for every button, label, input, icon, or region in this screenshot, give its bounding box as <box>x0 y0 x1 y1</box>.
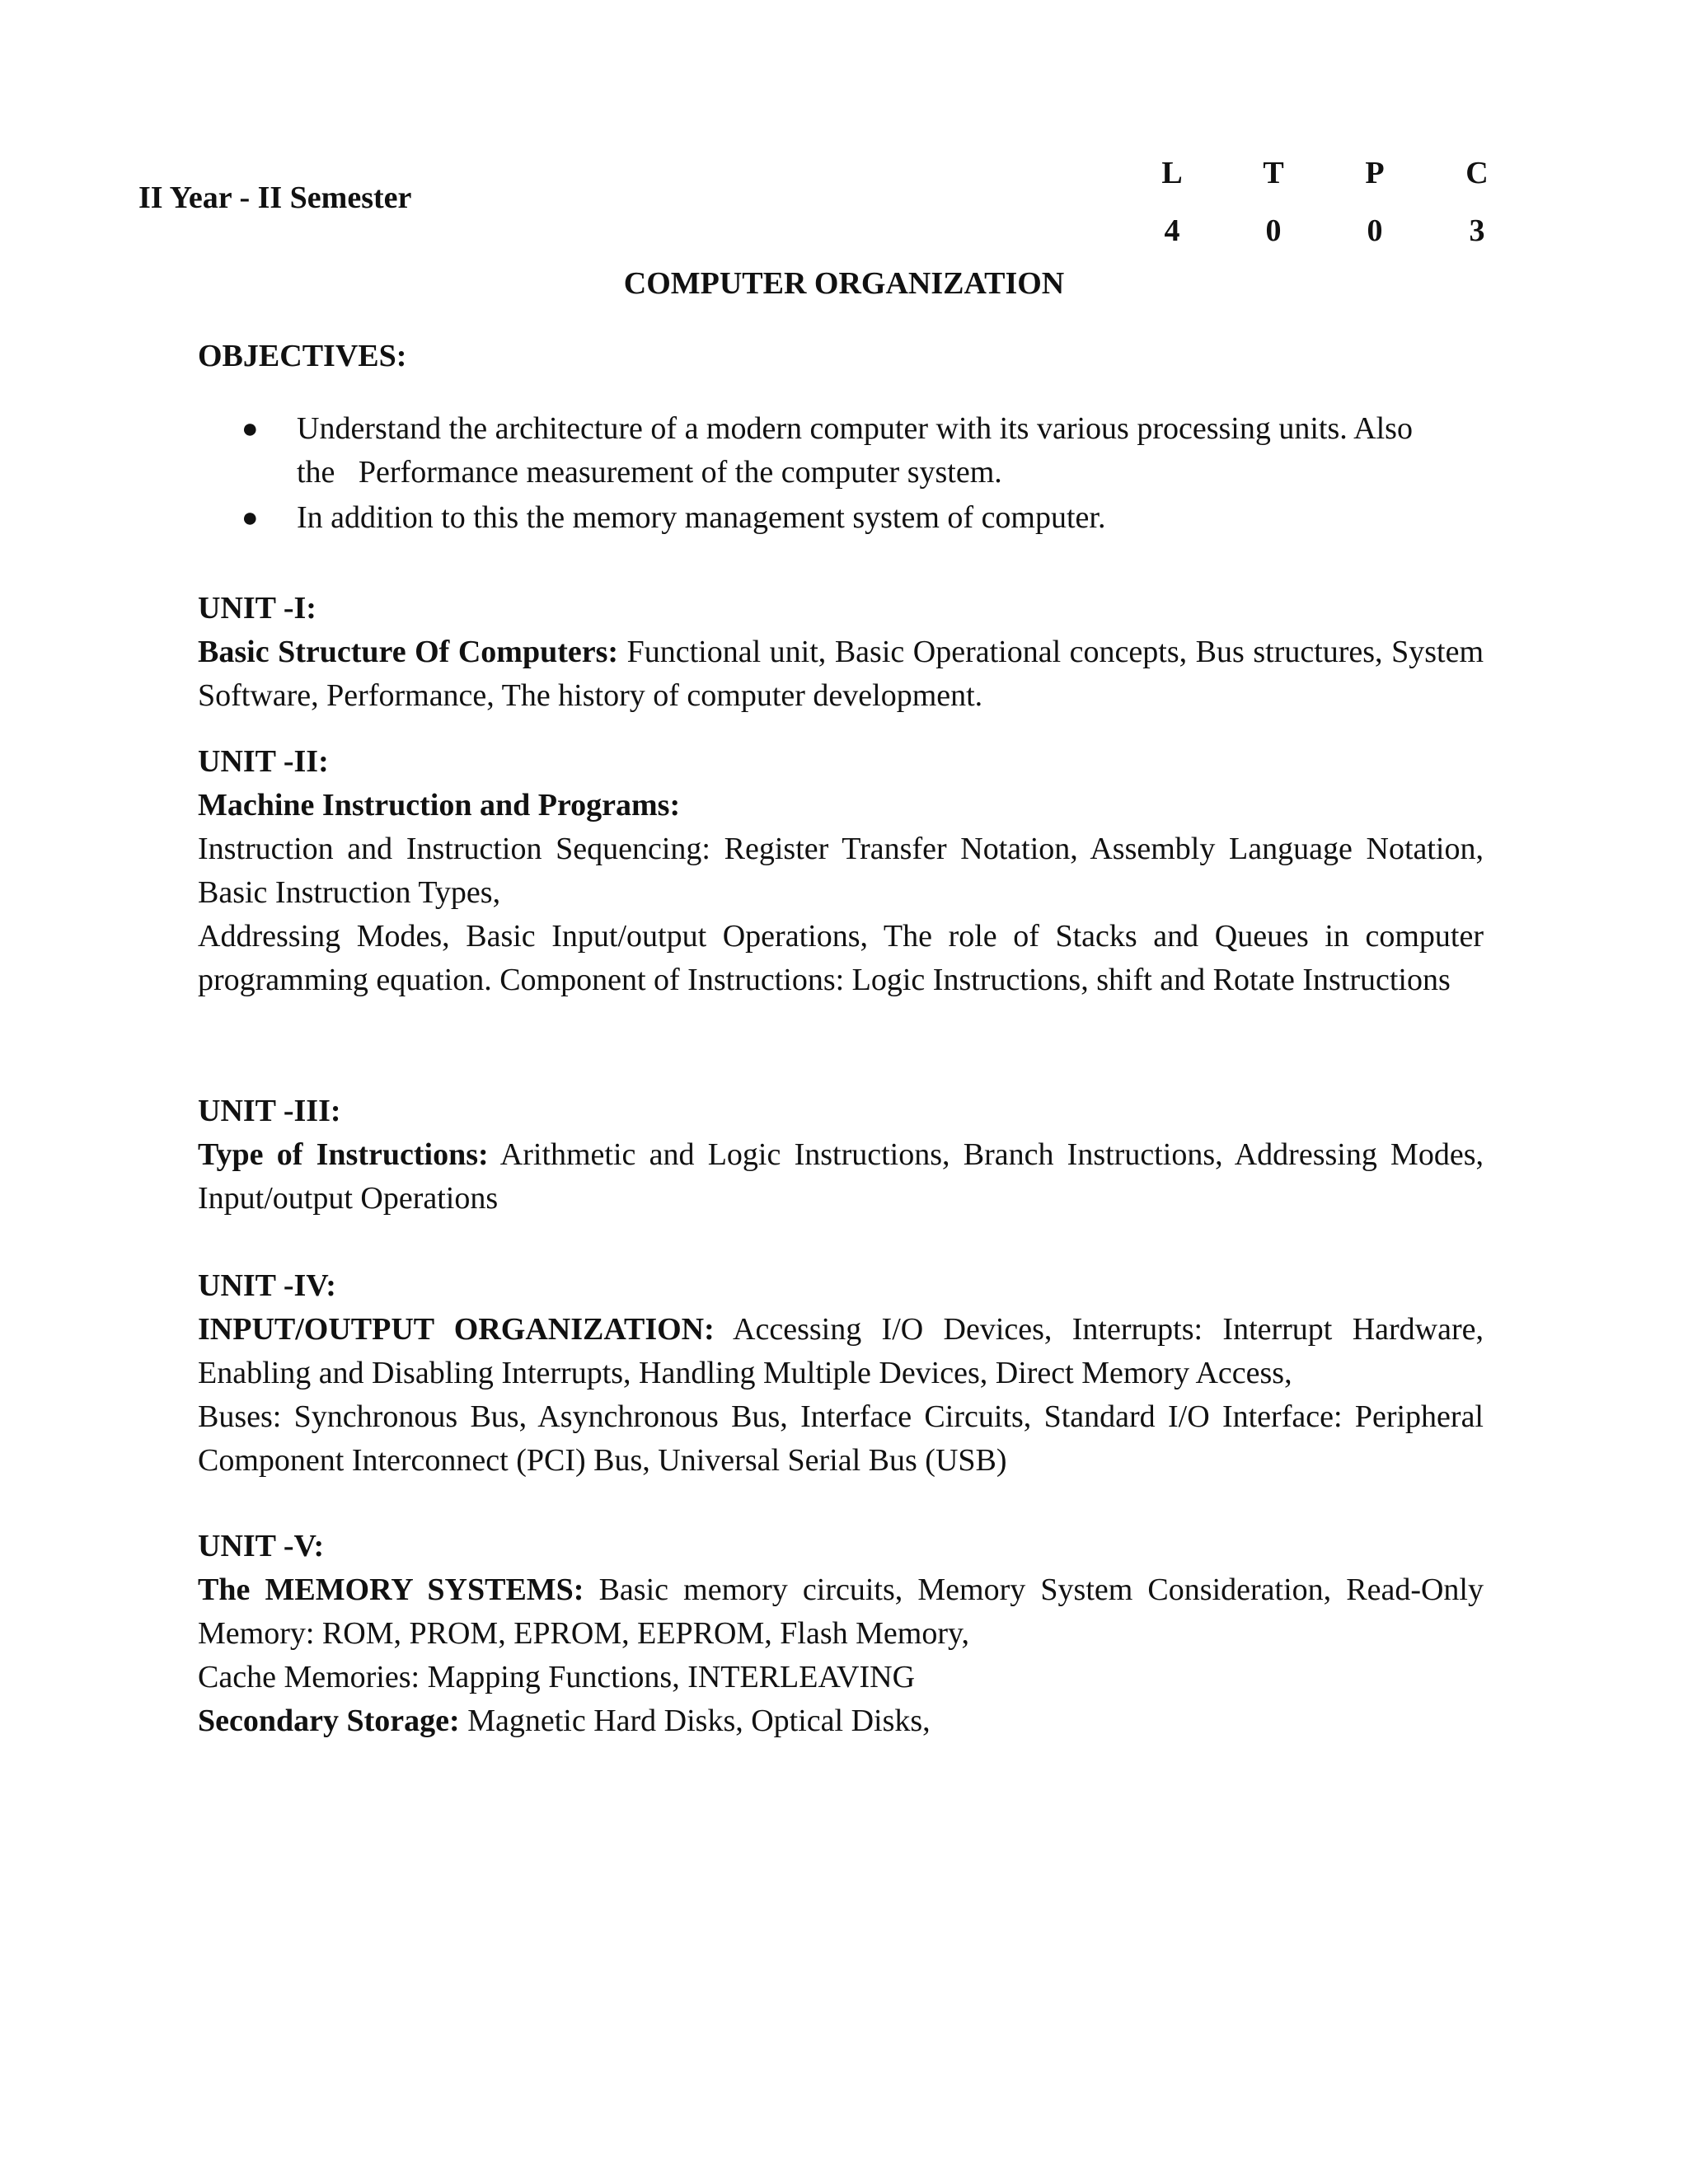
unit-heading: UNIT -III: <box>198 1094 341 1128</box>
credit-label-l: L <box>1161 156 1183 190</box>
unit-paragraph: Instruction and Instruction Sequencing: Register Transfer Notation, Assembly Language Notation, Basic Instruction Types, <box>198 832 1484 910</box>
objective-line: the Performance measurement of the computer system. <box>297 455 1002 490</box>
course-title: COMPUTER ORGANIZATION <box>623 266 1065 301</box>
topic-text: Accessing I/O Devices, Interrupts: Interrupt Hardware, Enabling and Disabling Interrupts, Handling Multiple Devices, Direct Memory Access, <box>198 1312 1484 1390</box>
unit-heading: UNIT -I: <box>198 591 316 626</box>
unit-paragraph <box>198 1133 1484 1221</box>
bullet-icon: ● <box>241 414 259 444</box>
objective-item <box>198 496 1484 540</box>
objectives-heading: OBJECTIVES: <box>198 339 407 373</box>
unit-heading: UNIT -II: <box>198 744 329 779</box>
unit-paragraph: Buses: Synchronous Bus, Asynchronous Bus, Interface Circuits, Standard I/O Interface: Peripheral Component Interconnect (PCI) Bus, Universal Serial Bus (USB) <box>198 1399 1484 1478</box>
topic-text: Functional unit, Basic Operational concepts, Bus structures, System Software, Performance, The history of computer development. <box>198 635 1484 713</box>
objective-item <box>198 407 1484 494</box>
credit-label-p: P <box>1365 156 1385 190</box>
topic-text: Basic memory circuits, Memory System Consideration, Read-Only Memory: ROM, PROM, EPROM, EEPROM, Flash Memory, <box>198 1572 1484 1651</box>
unit-2 <box>198 740 1484 1002</box>
topic-text: Arithmetic and Logic Instructions, Branch Instructions, Addressing Modes, Input/output Operations <box>198 1137 1484 1216</box>
credit-value-l: 4 <box>1164 213 1180 248</box>
credit-label-t: T <box>1263 156 1284 190</box>
topic-title: The MEMORY SYSTEMS: <box>198 1572 584 1607</box>
unit-paragraph: Cache Memories: Mapping Functions, INTERLEAVING <box>198 1660 916 1694</box>
unit-subheading: Machine Instruction and Programs: <box>198 788 681 823</box>
objective-line: In addition to this the memory management system of computer. <box>297 500 1106 535</box>
credit-value-t: 0 <box>1265 213 1282 248</box>
unit-paragraph <box>198 1699 1484 1743</box>
topic-title: Type of Instructions: <box>198 1137 489 1172</box>
topic-title: Secondary Storage: <box>198 1704 460 1738</box>
unit-paragraph <box>198 630 1484 718</box>
credit-value-c: 3 <box>1469 213 1485 248</box>
unit-heading: UNIT -IV: <box>198 1268 336 1303</box>
unit-paragraph <box>198 1568 1484 1656</box>
unit-4 <box>198 1264 1484 1483</box>
topic-title: Basic Structure Of Computers: <box>198 635 619 669</box>
topic-title: INPUT/OUTPUT ORGANIZATION: <box>198 1312 715 1347</box>
unit-heading: UNIT -V: <box>198 1529 325 1563</box>
objectives-list <box>198 407 1484 541</box>
credit-label-c: C <box>1465 156 1489 190</box>
unit-5 <box>198 1525 1484 1743</box>
unit-paragraph: Addressing Modes, Basic Input/output Operations, The role of Stacks and Queues in computer programming equation. Component of Instructions: Logic Instructions, shift and Rotate Instructions <box>198 919 1484 997</box>
objective-line: Understand the architecture of a modern computer with its various processing units. Also <box>297 411 1413 446</box>
unit-3 <box>198 1090 1484 1221</box>
bullet-icon: ● <box>241 503 259 533</box>
unit-paragraph <box>198 1308 1484 1395</box>
semester-label: II Year - II Semester <box>138 180 412 215</box>
credit-value-p: 0 <box>1367 213 1383 248</box>
topic-text: Magnetic Hard Disks, Optical Disks, <box>459 1704 931 1738</box>
unit-1 <box>198 587 1484 718</box>
